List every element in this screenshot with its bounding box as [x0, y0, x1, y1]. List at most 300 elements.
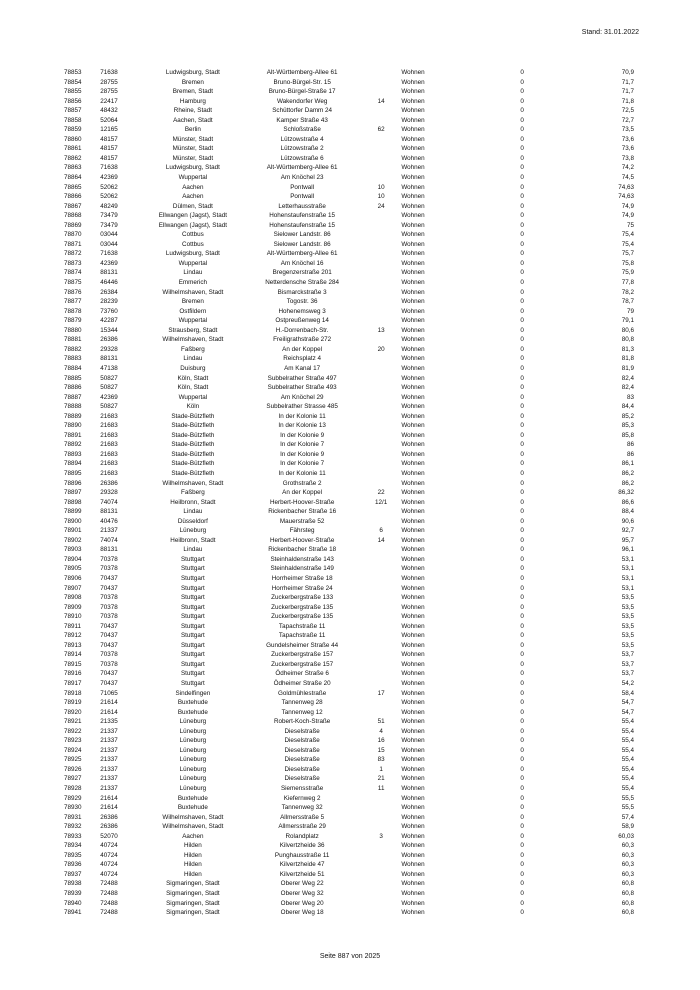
street-cell: Pontwall	[290, 183, 315, 191]
city-cell: Düsseldorf	[177, 517, 208, 525]
table-row	[64, 345, 634, 355]
zero-value-cell: 0	[520, 613, 524, 621]
area-value-cell: 55,5	[621, 804, 634, 812]
table-row	[64, 822, 634, 832]
zero-value-cell: 0	[520, 422, 524, 430]
zero-value-cell: 0	[520, 384, 524, 392]
zero-value-cell: 0	[520, 441, 524, 449]
street-cell: Pontwall	[290, 193, 315, 201]
city-cell: Ludwigsburg, Stadt	[165, 250, 220, 258]
zero-value-cell: 0	[520, 546, 524, 554]
postal-code-cell: 71638	[100, 250, 118, 258]
area-value-cell: 81,8	[621, 355, 634, 363]
area-value-cell: 55,4	[621, 746, 634, 754]
area-value-cell: 60,8	[621, 890, 634, 898]
street-cell: Kilvertzheide 51	[279, 870, 325, 878]
street-cell: Horrheimer Straße 18	[271, 574, 333, 582]
usage-type-cell: Wohnen	[401, 164, 425, 172]
street-cell: In der Kolonie 11	[278, 469, 326, 477]
usage-type-cell: Wohnen	[401, 78, 425, 86]
row-id-cell: 78892	[64, 441, 82, 449]
zero-value-cell: 0	[520, 508, 524, 516]
usage-type-cell: Wohnen	[401, 622, 425, 630]
table-row	[64, 326, 634, 336]
street-cell: Gundelsheimer Straße 44	[266, 641, 339, 649]
row-id-cell: 78908	[64, 594, 82, 602]
row-id-cell: 78941	[64, 909, 82, 917]
city-cell: Sigmaringen, Stadt	[166, 880, 220, 888]
city-cell: Dülmen, Stadt	[172, 202, 213, 210]
row-id-cell: 78909	[64, 603, 82, 611]
postal-code-cell: 12165	[100, 126, 118, 134]
row-id-cell: 78875	[64, 279, 82, 287]
table-row	[64, 498, 634, 508]
usage-type-cell: Wohnen	[401, 594, 425, 602]
usage-type-cell: Wohnen	[401, 603, 425, 611]
street-cell: Alt-Württemberg-Allee 61	[266, 250, 338, 258]
row-id-cell: 78925	[64, 756, 82, 764]
row-id-cell: 78939	[64, 890, 82, 898]
city-cell: Stade-Bützfleth	[171, 460, 215, 468]
table-row	[64, 774, 634, 784]
row-id-cell: 78900	[64, 517, 82, 525]
zero-value-cell: 0	[520, 718, 524, 726]
usage-type-cell: Wohnen	[401, 422, 425, 430]
usage-type-cell: Wohnen	[401, 116, 425, 124]
city-cell: Lüneburg	[179, 737, 207, 745]
table-row	[64, 450, 634, 460]
street-cell: Hohenemsweg 3	[278, 307, 326, 315]
row-id-cell: 78854	[64, 78, 82, 86]
city-cell: Rheine, Stadt	[173, 107, 212, 115]
street-cell: An der Koppel	[282, 489, 323, 497]
street-cell: Zuckerbergstraße 157	[271, 651, 334, 659]
city-cell: Duisburg	[180, 364, 206, 372]
usage-type-cell: Wohnen	[401, 183, 425, 191]
zero-value-cell: 0	[520, 603, 524, 611]
house-number-cell	[361, 431, 401, 441]
table-row	[64, 851, 634, 861]
postal-code-cell: 52062	[100, 183, 118, 191]
table-body	[64, 68, 634, 918]
street-cell: Oberer Weg 22	[280, 880, 324, 888]
postal-code-cell: 42369	[100, 393, 118, 401]
street-cell: Tapachstraße 11	[278, 622, 326, 630]
city-cell: Lindau	[183, 269, 203, 277]
house-number-cell	[361, 240, 401, 250]
zero-value-cell: 0	[520, 737, 524, 745]
city-cell: Heilbronn, Stadt	[170, 536, 216, 544]
table-row	[64, 288, 634, 298]
house-number-cell	[361, 211, 401, 221]
zero-value-cell: 0	[520, 746, 524, 754]
row-id-cell: 78918	[64, 689, 82, 697]
city-cell: Stuttgart	[180, 641, 205, 649]
table-row	[64, 593, 634, 603]
postal-code-cell: 42369	[100, 174, 118, 182]
usage-type-cell: Wohnen	[401, 374, 425, 382]
row-id-cell: 78914	[64, 651, 82, 659]
table-row	[64, 603, 634, 613]
usage-type-cell: Wohnen	[401, 240, 425, 248]
street-cell: Kilvertzheide 36	[279, 842, 325, 850]
area-value-cell: 60,3	[621, 870, 634, 878]
usage-type-cell: Wohnen	[401, 785, 425, 793]
usage-type-cell: Wohnen	[401, 613, 425, 621]
postal-code-cell: 52070	[100, 832, 118, 840]
row-id-cell: 78897	[64, 489, 82, 497]
row-id-cell: 78881	[64, 336, 82, 344]
zero-value-cell: 0	[520, 259, 524, 267]
table-row	[64, 746, 634, 756]
city-cell: Lüneburg	[179, 746, 207, 754]
table-row	[64, 660, 634, 670]
house-number-cell	[361, 230, 401, 240]
usage-type-cell: Wohnen	[401, 279, 425, 287]
postal-code-cell: 70437	[100, 574, 118, 582]
postal-code-cell: 26386	[100, 336, 118, 344]
usage-type-cell: Wohnen	[401, 508, 425, 516]
table-row	[64, 240, 634, 250]
area-value-cell: 78,2	[621, 288, 634, 296]
zero-value-cell: 0	[520, 555, 524, 563]
zero-value-cell: 0	[520, 193, 524, 201]
postal-code-cell: 70437	[100, 641, 118, 649]
table-row	[64, 440, 634, 450]
postal-code-cell: 42287	[100, 317, 118, 325]
street-cell: Schüttorfer Damm 24	[272, 107, 333, 115]
house-number-cell	[361, 402, 401, 412]
area-value-cell: 73,5	[621, 126, 634, 134]
area-value-cell: 86,1	[621, 460, 634, 468]
postal-code-cell: 21683	[100, 422, 118, 430]
usage-type-cell: Wohnen	[401, 326, 425, 334]
zero-value-cell: 0	[520, 680, 524, 687]
postal-code-cell: 70437	[100, 584, 118, 592]
street-cell: Wakendorfer Weg	[276, 97, 328, 105]
house-number-cell	[361, 479, 401, 489]
postal-code-cell: 48249	[100, 202, 118, 210]
usage-type-cell: Wohnen	[401, 775, 425, 783]
table-row	[64, 736, 634, 746]
house-number-cell	[361, 307, 401, 317]
area-value-cell: 60,3	[621, 842, 634, 850]
usage-type-cell: Wohnen	[401, 546, 425, 554]
house-number-cell	[361, 679, 401, 689]
city-cell: Stuttgart	[180, 680, 205, 687]
table-row	[64, 545, 634, 555]
zero-value-cell: 0	[520, 288, 524, 296]
street-cell: Am Knöchel 23	[280, 174, 324, 182]
house-number-cell	[361, 374, 401, 384]
street-cell: Netterdensche Straße 284	[265, 279, 340, 287]
area-value-cell: 84,4	[621, 403, 634, 411]
zero-value-cell: 0	[520, 756, 524, 764]
area-value-cell: 77,8	[621, 279, 634, 287]
table-row	[64, 116, 634, 126]
usage-type-cell: Wohnen	[401, 355, 425, 363]
row-id-cell: 78915	[64, 660, 82, 668]
area-value-cell: 53,5	[621, 603, 634, 611]
city-cell: Wuppertal	[178, 393, 208, 401]
city-cell: Hilden	[183, 842, 202, 850]
usage-type-cell: Wohnen	[401, 288, 425, 296]
row-id-cell: 78870	[64, 231, 82, 239]
usage-type-cell: Wohnen	[401, 393, 425, 401]
table-row	[64, 297, 634, 307]
usage-type-cell: Wohnen	[401, 746, 425, 754]
postal-code-cell: 26386	[100, 823, 118, 831]
street-cell: Rickenbacher Straße 16	[268, 508, 337, 516]
table-row	[64, 192, 634, 202]
postal-code-cell: 70378	[100, 651, 118, 659]
house-number-cell	[361, 564, 401, 574]
usage-type-cell: Wohnen	[401, 174, 425, 182]
zero-value-cell: 0	[520, 813, 524, 821]
city-cell: Lindau	[183, 355, 203, 363]
area-value-cell: 53,5	[621, 622, 634, 630]
zero-value-cell: 0	[520, 536, 524, 544]
table-row	[64, 765, 634, 775]
zero-value-cell: 0	[520, 527, 524, 535]
usage-type-cell: Wohnen	[401, 489, 425, 497]
table-row	[64, 316, 634, 326]
zero-value-cell: 0	[520, 660, 524, 668]
postal-code-cell: 26386	[100, 479, 118, 487]
city-cell: Sigmaringen, Stadt	[166, 909, 220, 917]
postal-code-cell: 88131	[100, 355, 118, 363]
house-number-cell	[361, 622, 401, 632]
street-cell: Freiligrathstraße 272	[273, 336, 332, 344]
table-row	[64, 125, 634, 135]
row-id-cell: 78859	[64, 126, 82, 134]
city-cell: Bremen	[181, 78, 204, 86]
row-id-cell: 78874	[64, 269, 82, 277]
house-number-cell: 21	[377, 775, 385, 783]
area-value-cell: 53,1	[621, 555, 634, 563]
zero-value-cell: 0	[520, 708, 524, 716]
table-row	[64, 526, 634, 536]
table-row	[64, 612, 634, 622]
area-value-cell: 81,3	[621, 345, 634, 353]
row-id-cell: 78879	[64, 317, 82, 325]
area-value-cell: 55,4	[621, 718, 634, 726]
usage-type-cell: Wohnen	[401, 441, 425, 449]
zero-value-cell: 0	[520, 345, 524, 353]
postal-code-cell: 88131	[100, 546, 118, 554]
house-number-cell: 6	[379, 527, 383, 535]
street-cell: Subbelrather Strasse 485	[266, 403, 338, 411]
street-cell: Oberer Weg 32	[280, 890, 324, 898]
area-value-cell: 60,03	[618, 832, 634, 840]
row-id-cell: 78938	[64, 880, 82, 888]
area-value-cell: 75,7	[621, 250, 634, 258]
city-cell: Lindau	[183, 546, 203, 554]
table-row	[64, 555, 634, 565]
house-number-cell	[361, 631, 401, 641]
row-id-cell: 78864	[64, 174, 82, 182]
city-cell: Buxtehude	[177, 804, 208, 812]
street-cell: Punghausstraße 11	[274, 851, 330, 859]
usage-type-cell: Wohnen	[401, 574, 425, 582]
house-number-cell	[361, 297, 401, 307]
house-number-cell	[361, 813, 401, 823]
house-number-cell	[361, 612, 401, 622]
table-row	[64, 755, 634, 765]
house-number-cell: 51	[377, 718, 385, 726]
postal-code-cell: 50827	[100, 403, 118, 411]
postal-code-cell: 74074	[100, 536, 118, 544]
postal-code-cell: 71638	[100, 69, 118, 76]
street-cell: Goldmühlestraße	[277, 689, 327, 697]
house-number-cell	[361, 459, 401, 469]
row-id-cell: 78932	[64, 823, 82, 831]
zero-value-cell: 0	[520, 699, 524, 707]
postal-code-cell: 21683	[100, 450, 118, 458]
usage-type-cell: Wohnen	[401, 890, 425, 898]
area-value-cell: 74,9	[621, 212, 634, 220]
row-id-cell: 78937	[64, 870, 82, 878]
zero-value-cell: 0	[520, 450, 524, 458]
street-cell: Allmersstraße 5	[280, 813, 325, 821]
postal-code-cell: 70378	[100, 565, 118, 573]
house-number-cell	[361, 641, 401, 651]
postal-code-cell: 21337	[100, 527, 118, 535]
row-id-cell: 78935	[64, 851, 82, 859]
table-row	[64, 412, 634, 422]
table-row	[64, 870, 634, 880]
city-cell: Lüneburg	[179, 765, 207, 773]
postal-code-cell: 22417	[100, 97, 118, 105]
street-cell: Steinhaldenstraße 149	[270, 565, 334, 573]
city-cell: Ludwigsburg, Stadt	[165, 164, 220, 172]
area-value-cell: 80,6	[621, 326, 634, 334]
house-number-cell	[361, 116, 401, 126]
city-cell: Ellwangen (Jagst), Stadt	[158, 221, 228, 229]
row-id-cell: 78930	[64, 804, 82, 812]
zero-value-cell: 0	[520, 107, 524, 115]
table-row	[64, 803, 634, 813]
row-id-cell: 78891	[64, 431, 82, 439]
row-id-cell: 78883	[64, 355, 82, 363]
house-number-cell	[361, 584, 401, 594]
row-id-cell: 78863	[64, 164, 82, 172]
row-id-cell: 78907	[64, 584, 82, 592]
table-row	[64, 784, 634, 794]
row-id-cell: 78911	[64, 622, 82, 630]
table-row	[64, 135, 634, 145]
usage-type-cell: Wohnen	[401, 231, 425, 239]
city-cell: Sigmaringen, Stadt	[166, 899, 220, 907]
postal-code-cell: 48157	[100, 135, 118, 143]
city-cell: Sigmaringen, Stadt	[166, 890, 220, 898]
city-cell: Berlin	[184, 126, 201, 134]
row-id-cell: 78878	[64, 307, 82, 315]
postal-code-cell: 40476	[100, 517, 118, 525]
table-row	[64, 631, 634, 641]
table-row	[64, 717, 634, 727]
table-row	[64, 163, 634, 173]
house-number-cell	[361, 364, 401, 374]
table-row	[64, 106, 634, 116]
postal-code-cell: 88131	[100, 508, 118, 516]
zero-value-cell: 0	[520, 135, 524, 143]
row-id-cell: 78877	[64, 298, 82, 306]
postal-code-cell: 73479	[100, 212, 118, 220]
area-value-cell: 71,7	[621, 88, 634, 96]
city-cell: Aachen	[182, 193, 204, 201]
table-row	[64, 230, 634, 240]
zero-value-cell: 0	[520, 727, 524, 735]
postal-code-cell: 70437	[100, 622, 118, 630]
row-id-cell: 78926	[64, 765, 82, 773]
zero-value-cell: 0	[520, 412, 524, 420]
zero-value-cell: 0	[520, 403, 524, 411]
area-value-cell: 86,2	[621, 469, 634, 477]
usage-type-cell: Wohnen	[401, 680, 425, 687]
area-value-cell: 85,3	[621, 422, 634, 430]
table-row	[64, 669, 634, 679]
area-value-cell: 86,6	[621, 498, 634, 506]
postal-code-cell: 70378	[100, 594, 118, 602]
street-cell: Oberer Weg 18	[280, 909, 324, 917]
street-cell: Hohenstaufenstraße 15	[269, 221, 336, 229]
zero-value-cell: 0	[520, 479, 524, 487]
postal-code-cell: 21683	[100, 469, 118, 477]
house-number-cell: 14	[377, 536, 385, 544]
house-number-cell	[361, 794, 401, 804]
postal-code-cell: 15344	[100, 326, 118, 334]
street-cell: Dieselstraße	[284, 727, 320, 735]
street-cell: Kamper Straße 43	[276, 116, 328, 124]
house-number-cell	[361, 889, 401, 899]
house-number-cell: 4	[379, 727, 383, 735]
area-value-cell: 60,8	[621, 909, 634, 917]
area-value-cell: 53,1	[621, 574, 634, 582]
city-cell: Lüneburg	[179, 775, 207, 783]
city-cell: Strausberg, Stadt	[168, 326, 218, 334]
area-value-cell: 86,2	[621, 479, 634, 487]
zero-value-cell: 0	[520, 183, 524, 191]
street-cell: Lützowstraße 2	[280, 145, 324, 153]
zero-value-cell: 0	[520, 498, 524, 506]
zero-value-cell: 0	[520, 317, 524, 325]
postal-code-cell: 21337	[100, 746, 118, 754]
table-row	[64, 879, 634, 889]
zero-value-cell: 0	[520, 212, 524, 220]
usage-type-cell: Wohnen	[401, 842, 425, 850]
row-id-cell: 78901	[64, 527, 82, 535]
street-cell: Ödheimer Straße 6	[275, 670, 329, 678]
area-value-cell: 53,5	[621, 594, 634, 602]
row-id-cell: 78899	[64, 508, 82, 516]
house-number-cell	[361, 803, 401, 813]
usage-type-cell: Wohnen	[401, 851, 425, 859]
table-row	[64, 459, 634, 469]
house-number-cell	[361, 698, 401, 708]
postal-code-cell: 40724	[100, 870, 118, 878]
usage-type-cell: Wohnen	[401, 527, 425, 535]
zero-value-cell: 0	[520, 870, 524, 878]
area-value-cell: 53,5	[621, 613, 634, 621]
table-row	[64, 679, 634, 689]
street-cell: Zuckerbergstraße 135	[271, 603, 334, 611]
house-number-cell: 16	[377, 737, 385, 745]
area-value-cell: 74,5	[621, 174, 634, 182]
row-id-cell: 78933	[64, 832, 82, 840]
zero-value-cell: 0	[520, 641, 524, 649]
row-id-cell: 78928	[64, 785, 82, 793]
